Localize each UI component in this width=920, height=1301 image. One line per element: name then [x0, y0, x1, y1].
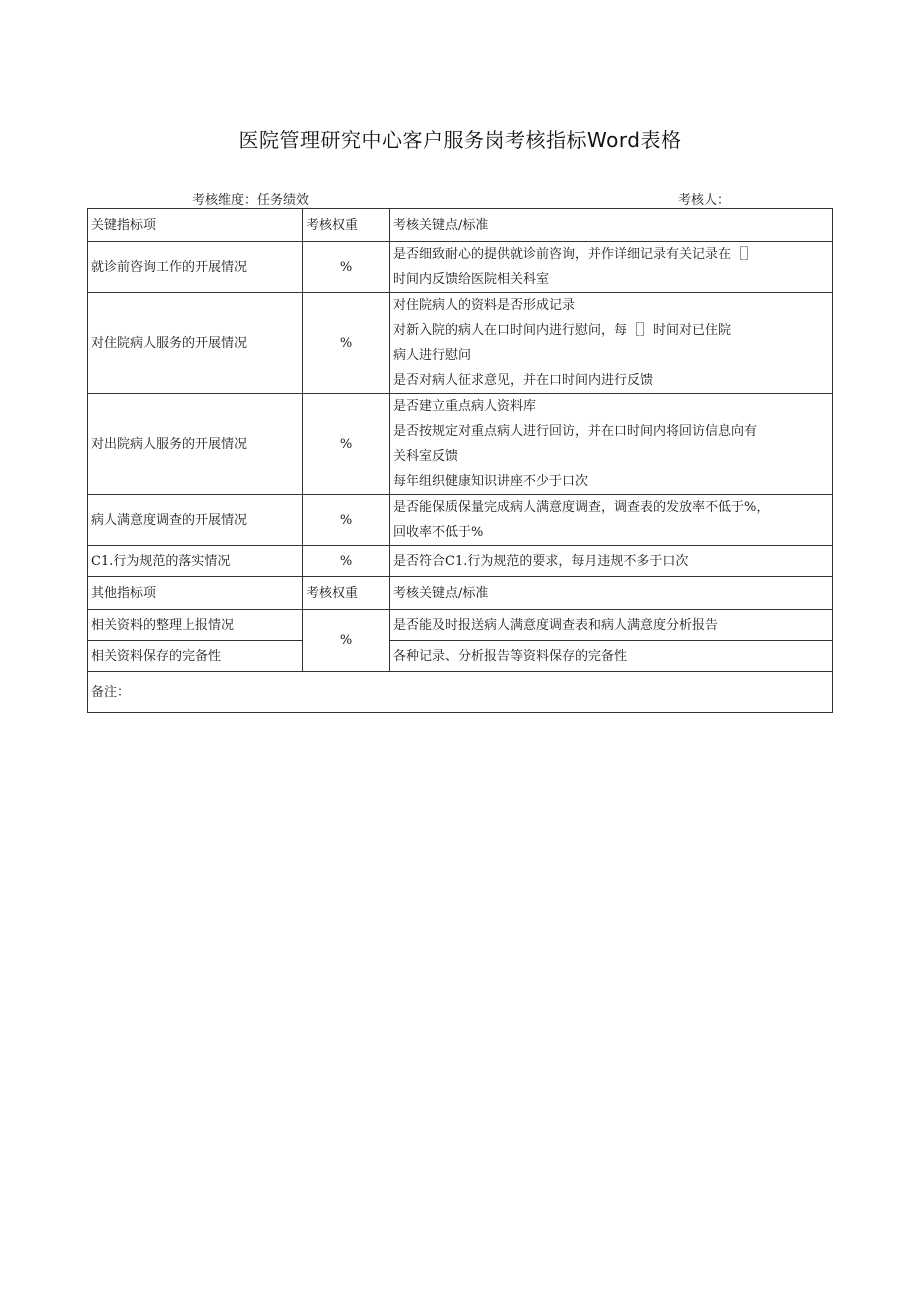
standard-line: 对新入院的病人在口时间内进行慰问，每［］时间对已住院 — [393, 323, 732, 338]
row-item: 相关资料保存的完备性 — [88, 641, 303, 672]
standard-line: 回收率不低于% — [393, 525, 484, 540]
header-weight: 考核权重 — [303, 209, 390, 242]
table-row — [88, 610, 833, 641]
row-item: 就诊前咨询工作的开展情况 — [88, 242, 303, 293]
row-item: 对住院病人服务的开展情况 — [88, 293, 303, 394]
other-header-row — [88, 577, 833, 610]
row-standard — [390, 293, 833, 394]
other-header-weight: 考核权重 — [303, 577, 390, 610]
row-standard — [390, 242, 833, 293]
row-item: 病人满意度调查的开展情况 — [88, 495, 303, 546]
header-item: 关键指标项 — [88, 209, 303, 242]
document-title: 医院管理研究中心客户服务岗考核指标Word表格 — [238, 128, 682, 152]
standard-line: 病人进行慰问 — [393, 348, 472, 363]
row-weight: % — [303, 394, 390, 495]
table-row — [88, 495, 833, 546]
other-header-item: 其他指标项 — [88, 577, 303, 610]
note-row — [88, 672, 833, 713]
table-row — [88, 546, 833, 577]
standard-line: 是否符合C1.行为规范的要求，每月违规不多于口次 — [393, 553, 689, 569]
standard-line: 对住院病人的资料是否形成记录 — [393, 298, 576, 313]
standard-line: 是否对病人征求意见，并在口时间内进行反馈 — [393, 373, 654, 388]
row-item: C1.行为规范的落实情况 — [88, 546, 303, 577]
header-standard: 考核关键点/标准 — [390, 209, 833, 242]
row-item: 相关资料的整理上报情况 — [88, 610, 303, 641]
table-row — [88, 641, 833, 672]
row-standard: 是否能及时报送病人满意度调查表和病人满意度分析报告 — [390, 610, 833, 641]
row-standard — [390, 394, 833, 495]
note-label: 备注： — [88, 672, 833, 713]
assessment-dimension: 考核维度：任务绩效 — [192, 193, 310, 208]
standard-line: 每年组织健康知识讲座不少于口次 — [393, 474, 589, 489]
table-header-row — [88, 209, 833, 242]
row-standard — [390, 495, 833, 546]
standard-line: 是否建立重点病人资料库 — [393, 399, 537, 414]
row-weight: % — [303, 546, 390, 577]
standard-line: 是否细致耐心的提供就诊前咨询，并作详细记录有关记录在［］ — [393, 247, 758, 262]
standard-line: 时间内反馈给医院相关科室 — [393, 272, 550, 287]
assessor-label: 考核人： — [678, 193, 731, 208]
standard-line: 关科室反馈 — [393, 449, 459, 464]
row-item: 对出院病人服务的开展情况 — [88, 394, 303, 495]
table-row — [88, 293, 833, 394]
row-weight: % — [303, 610, 390, 672]
row-standard — [390, 546, 833, 577]
other-header-standard: 考核关键点/标准 — [390, 577, 833, 610]
table-row — [88, 242, 833, 293]
row-weight: % — [303, 495, 390, 546]
table-row — [88, 394, 833, 495]
row-standard: 各种记录、分析报告等资料保存的完备性 — [390, 641, 833, 672]
row-weight: % — [303, 293, 390, 394]
standard-line: 是否能保质保量完成病人满意度调查，调查表的发放率不低于%， — [393, 500, 770, 515]
assessment-table — [87, 208, 833, 713]
row-weight: % — [303, 242, 390, 293]
standard-line: 是否按规定对重点病人进行回访，并在口时间内将回访信息向有 — [393, 424, 758, 439]
